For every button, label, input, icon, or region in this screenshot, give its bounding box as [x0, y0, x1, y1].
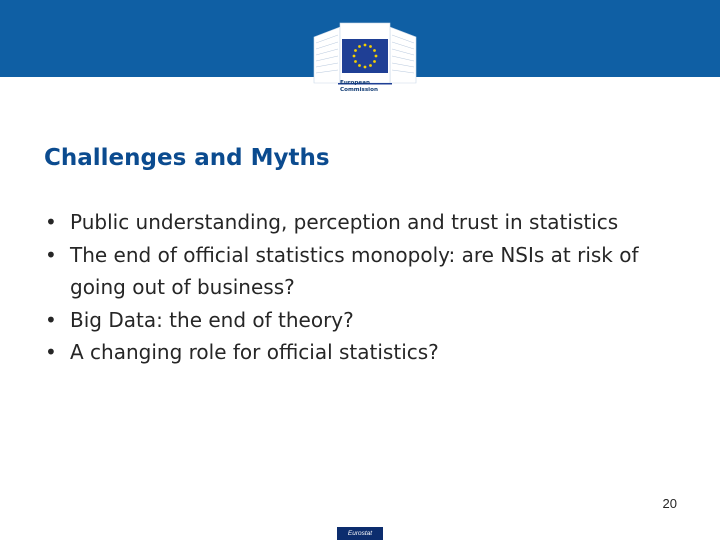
bullet-list — [44, 206, 684, 369]
bullet-item: • Public understanding, perception and trust in statistics — [44, 206, 684, 239]
logo-caption — [340, 80, 400, 94]
bullet-item: • A changing role for official statistics? — [44, 336, 684, 369]
eurostat-badge: Eurostat — [337, 527, 383, 540]
logo-caption-line-2: Commission — [340, 87, 378, 93]
page-number: 20 — [662, 496, 677, 511]
slide-title: Challenges and Myths — [44, 145, 330, 171]
bullet-item: • The end of official statistics monopoly: are NSIs at risk of going out of business? — [44, 239, 684, 304]
bullet-item: • Big Data: the end of theory? — [44, 304, 684, 337]
logo-caption-line-1: European — [340, 80, 370, 86]
